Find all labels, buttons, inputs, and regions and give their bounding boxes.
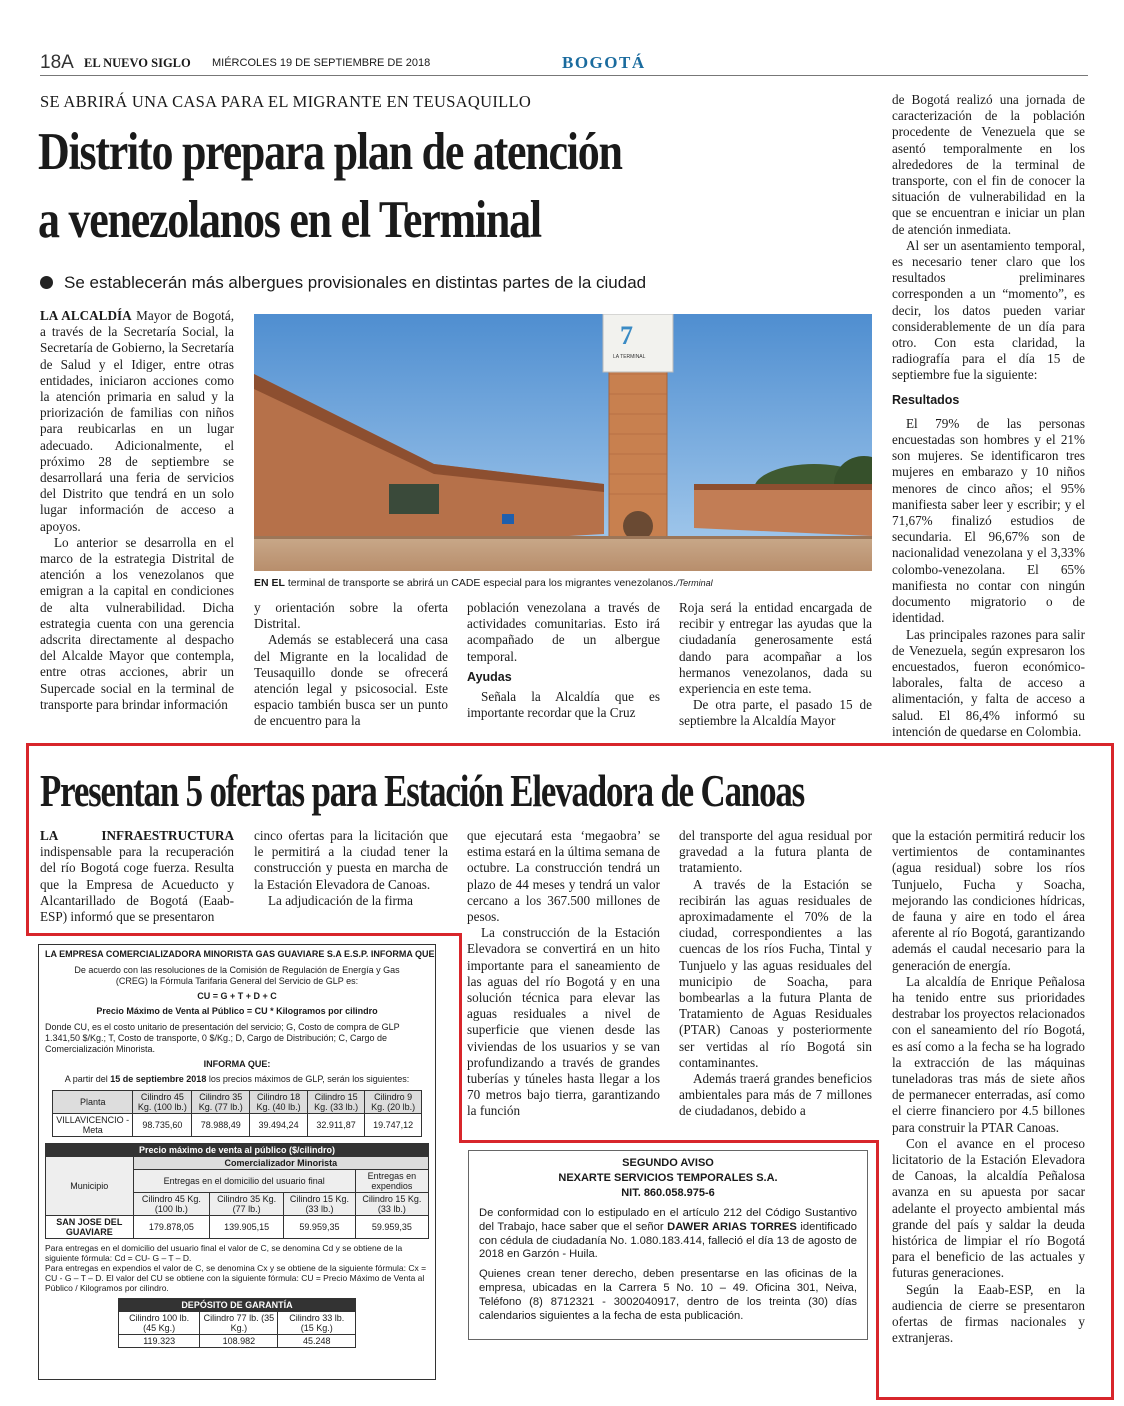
page-header <box>40 52 1090 76</box>
table-header: Cilindro 33 lb. (15 Kg.) <box>278 1312 356 1335</box>
photo-caption <box>254 577 874 589</box>
table-header: Planta <box>53 1091 133 1114</box>
highlight-line <box>876 1140 879 1400</box>
article2-headline: Presentan 5 ofertas para Estación Elevadora de Canoas <box>40 766 805 816</box>
article2-column3 <box>467 828 660 1120</box>
deceased-name: DAWER ARIAS TORRES <box>667 1220 797 1233</box>
table-header: Municipio <box>46 1157 134 1216</box>
from-date-line <box>45 1074 429 1085</box>
highlight-line <box>459 933 462 1143</box>
paragraph: cinco ofertas para la licitación que le permitirá a la ciudad tener la construcción y puesta en marcha de la Estación Elevadora de Canoas. <box>254 828 448 892</box>
table-cell: 98.735,60 <box>133 1114 192 1137</box>
table-header: Cilindro 15 Kg. (33 lb.) <box>307 1091 364 1114</box>
header-rule <box>40 75 1088 76</box>
table-header: Cilindro 35 Kg. (77 lb.) <box>192 1091 250 1114</box>
article1-column5 <box>892 92 1085 740</box>
gas-guaviare-notice <box>38 944 436 1380</box>
table-header: Cilindro 15 Kg. (33 lb.) <box>355 1193 428 1216</box>
table-header: Cilindro 15 Kg. (33 lb.) <box>284 1193 356 1216</box>
table-header: Cilindro 77 lb. (35 Kg.) <box>200 1312 278 1335</box>
notice-intro: De acuerdo con las resoluciones de la Comisión de Regulación de Energía y Gas (CREG) la Fórmula Tarifaria General del Servicio de GLP es: <box>74 965 400 986</box>
article1-column4 <box>679 600 872 730</box>
paragraph: Lo anterior se desarrolla en el marco de la estrategia Distrital de atención a los venezolanos que emigran a la capital en condiciones de alta vulnerabilidad. Dicha estrategia cuenta con una gerencia adscrita directamente al despacho del Alcalde Mayor que contempla, entre otras acciones, abrir un Supercade social en la terminal de transporte para brindar información <box>40 534 234 712</box>
notice-text: identificado con cédula de ciudadanía No. 1.080.183.414, falleció el día 13 de agosto de 2018 en Garzón - Huila. <box>479 1220 857 1261</box>
table-cell: 45.248 <box>278 1335 356 1348</box>
table-cell: 78.988,49 <box>192 1114 250 1137</box>
paragraph: Además traerá grandes beneficios ambientales para más de 7 millones de ciudadanos, debido a <box>679 1071 872 1119</box>
table-header: Cilindro 45 Kg. (100 lb.) <box>133 1193 210 1216</box>
table-row <box>46 1216 429 1239</box>
paragraph: La adjudicación de la firma <box>268 892 413 908</box>
article2-column5 <box>892 828 1085 1347</box>
deposit-table <box>118 1298 356 1348</box>
table-title: Precio máximo de venta al público ($/cilindro) <box>46 1144 429 1157</box>
paragraph: y orientación sobre la oferta Distrital. <box>254 600 448 632</box>
table-cell: 119.323 <box>119 1335 200 1348</box>
from-date-pre: A partir del <box>64 1074 111 1084</box>
table-header: Cilindro 35 Kg. (77 lb.) <box>210 1193 284 1216</box>
table-header: Entregas en expendios <box>355 1170 428 1193</box>
formula1: CU = G + T + D + C <box>197 991 277 1001</box>
article1-column3 <box>467 600 660 721</box>
table-title: DEPÓSITO DE GARANTÍA <box>119 1299 356 1312</box>
caption-text: terminal de transporte se abrirá un CADE especial para los migrantes venezolanos. <box>284 577 676 589</box>
highlight-line <box>459 1140 879 1143</box>
notice-title: LA EMPRESA COMERCIALIZADORA MINORISTA GAS GUAVIARE S.A E.S.P. INFORMA QUE <box>45 949 435 959</box>
plant-price-table <box>52 1090 422 1137</box>
paragraph: La construcción de la Estación Elevadora se convertirá en un hito importante para el saneamiento de las aguas del río Bogotá y en una solución técnica para elevar las aguas residuales a nivel de superficie que vienen desde las viviendas de los usuarios y se van profundizando a través de grandes tuberías y túneles hasta llegar a los 70 metros bajo tierra, garantizando la función <box>467 925 660 1119</box>
paragraph: de Bogotá realizó una jornada de caracterización de la población procedente de Venezuela que se asentó temporalmente en los alrededores de la terminal de transporte, con el fin de conocer la situación de vulnerabilidad en la que se encuentran e iniciar un plan de atención inmediata. <box>892 92 1085 237</box>
article1-column2 <box>254 600 448 730</box>
article1-column1 <box>40 308 234 713</box>
table-cell: SAN JOSE DEL GUAVIARE <box>46 1216 134 1239</box>
highlight-line <box>26 933 462 936</box>
headline-line1: Distrito prepara plan de atención <box>38 123 622 181</box>
table-cell: 39.494,24 <box>250 1114 308 1137</box>
table-cell: 59.959,35 <box>355 1216 428 1239</box>
bullet-icon <box>40 276 53 289</box>
article2-column2 <box>254 828 448 909</box>
page-number: 18A <box>40 52 74 73</box>
table-header: Cilindro 100 lb. (45 Kg.) <box>119 1312 200 1335</box>
svg-text:7: 7 <box>620 321 633 350</box>
notice-title1: SEGUNDO AVISO <box>622 1157 714 1169</box>
paragraph: que ejecutará esta ‘megaobra’ se estima estará en la última semana de octubre. La construcción tendrá un plazo de 44 meses y tendrá un valor cercano a los 367.500 millones de pesos. <box>467 828 660 925</box>
table-cell: 19.747,12 <box>365 1114 422 1137</box>
table-cell: 139.905,15 <box>210 1216 284 1239</box>
from-date-post: los precios máximos de GLP, serán los siguientes: <box>206 1074 410 1084</box>
public-price-table <box>45 1143 429 1239</box>
table-header: Entregas en el domicilio del usuario final <box>133 1170 355 1193</box>
table-header: Comercializador Minorista <box>133 1157 428 1170</box>
highlight-line <box>876 1397 1114 1400</box>
table-header: Cilindro 45 Kg. (100 lb.) <box>133 1091 192 1114</box>
paragraph: Además se establecerá una casa del Migrante en la localidad de Teusaquillo donde se ofrecerá atención legal y psicosocial. Este espacio también busca ser un punto de encuentro para la <box>254 632 448 729</box>
notice-title2: NEXARTE SERVICIOS TEMPORALES S.A. <box>558 1172 778 1184</box>
issue-date: MIÉRCOLES 19 DE SEPTIEMBRE DE 2018 <box>212 57 431 69</box>
tower-sign: LA TERMINAL <box>613 354 646 360</box>
lead-in: LA ALCALDÍA <box>40 308 132 323</box>
paragraph: Al ser un asentamiento temporal, es necesario tener claro que los resultados preliminares corresponden a un “momento”, es decir, los datos pueden variar considerablemente de un día para otro. Con esta claridad, la radiografía para el día 15 de septiembre fue la siguiente: <box>892 237 1085 383</box>
paragraph: Con el avance en el proceso licitatorio de la Estación Elevadora de Canoas, la alcaldía Peñalosa avanza en su apuesta por sacar adelante el proyecto ambiental más grande del país y saldar la deuda histórica de limpiar el río Bogotá para el beneficio de las actuales y futuras generaciones. <box>892 1135 1085 1281</box>
paragraph: Según la Eaab-ESP, en la audiencia de cierre se presentaron ofertas de firmas nacionales y extranjeras. <box>892 1281 1085 1346</box>
table-cell: 32.911,87 <box>307 1114 364 1137</box>
table-row <box>119 1335 356 1348</box>
summary: Se establecerán más albergues provisionales en distintas partes de la ciudad <box>64 273 647 292</box>
paragraph: población venezolana a través de actividades comunitarias. Esto irá acompañado de un albergue temporal. <box>467 600 660 664</box>
table-header: Cilindro 18 Kg. (40 lb.) <box>250 1091 308 1114</box>
notice-paragraph2: Quienes crean tener derecho, deben presentarse en las oficinas de la empresa, ubicadas en la Carrera 5 No. 10 – 49. Oficina 301, Neiva, Teléfono (8) 8712321 - 3002040917, dentro de los treinta (30) días calendarios siguientes a la fecha de esta publicación. <box>479 1268 857 1322</box>
table-cell: VILLAVICENCIO - Meta <box>53 1114 133 1137</box>
table-cell: 59.959,35 <box>284 1216 356 1239</box>
caption-lead: EN EL <box>254 577 285 589</box>
table-cell: 108.982 <box>200 1335 278 1348</box>
paper-name: EL NUEVO SIGLO <box>84 56 191 70</box>
definitions: Donde CU, es el costo unitario de presentación del servicio; G, Costo de compra de GLP 1.341,50 $/Kg.; T, Costo de transporte, 0 $/Kg.; D, Cargo de Distribución; C, Cargo de Comercialización Minorista. <box>45 1022 400 1054</box>
from-date: 15 de septiembre 2018 <box>110 1074 207 1084</box>
table-row <box>53 1114 422 1137</box>
headline-line2: a venezolanos en el Terminal <box>38 191 541 249</box>
formula-notes: Para entregas en el domicilio del usuario final el valor de C, se denomina Cd y se obtiene de la siguiente fórmula: Cd = CU- G – T – D. Para entregas en expendios el valor de C, se denomina Cx y se obtiene de la siguiente fórmula: Cx = CU - G – T – D. El valor del CU se obtiene con la siguiente fórmula: CU = Precio Máximo de Venta al Público / Kilogramos por cilindro. <box>45 1243 427 1293</box>
paragraph: Las principales razones para salir de Venezuela, según expresaron los encuestados, fueron económico-laborales, falta de acceso a alimentación, y falta de acceso a salud. El 86,4% informó su intención de quedarse en Colombia. <box>892 626 1085 739</box>
paragraph: indispensable para la recuperación del río Bogotá coge fuerza. Resulta que la Empresa de Acueducto y Alcantarillado de Bogotá (Eaab-ESP) informó que se presentaron <box>40 844 234 925</box>
subhead: Ayudas <box>467 669 512 684</box>
caption-credit: /Terminal <box>675 578 713 588</box>
lead-in: LA INFRAESTRUCTURA <box>40 828 234 843</box>
terminal-photo <box>254 314 872 571</box>
paragraph: Señala la Alcaldía que es importante recordar que la Cruz <box>467 689 660 721</box>
nexarte-notice <box>468 1150 868 1340</box>
paragraph: De otra parte, el pasado 15 de septiembre la Alcaldía Mayor <box>679 697 872 729</box>
formula2: Precio Máximo de Venta al Público = CU * Kilogramos por cilindro <box>96 1006 378 1016</box>
table-cell: 179.878,05 <box>133 1216 210 1239</box>
notice-text: De conformidad con lo estipulado en el artículo 212 del Código Sustantivo del Trabajo, hace saber que el señor <box>479 1207 857 1233</box>
paragraph: Mayor de Bogotá, a través de la Secretaría Social, la Secretaría de Gobierno, la Secretaría de Salud y el Idiger, entre otras entidades, iniciaron acciones como la atención primaria en salud y la priorización de familias con niños para reubicarlas en un lugar adecuado. Adicionalmente, el próximo 28 de septiembre se desarrollará una feria de servicios del Distrito que tendrá en un solo lugar información de acceso a apoyos. <box>40 308 234 534</box>
article2-column4 <box>679 828 872 1120</box>
informa-heading: INFORMA QUE: <box>203 1059 271 1069</box>
paragraph: El 79% de las personas encuestadas son hombres y el 21% son mujeres. Se identificaron tres mujeres en embarazo y 10 niños menores de cinco años; el 95% manifiesta saber leer y escribir; y el 71,67% finalizó estudios de secundaria. El 96,67% son de nacionalidad venezolana y el 3,33% colombo-venezolana. El 65% manifiesta no contar con ningún documento migratorio o de identidad. <box>892 415 1085 626</box>
paragraph: A través de la Estación se recibirán las aguas residuales de aproximadamente el 70% de la ciudad, correspondientes a las cuencas de los ríos Fucha, Tintal y Tunjuelo y las aguas residuales del municipio de Soacha, para bombearlas a la futura Planta de Tratamiento de Aguas Residuales (PTAR) Canoas y posteriormente ser vertidas al río Bogotá sin contaminantes. <box>679 876 872 1070</box>
paragraph: La alcaldía de Enrique Peñalosa ha tenido entre sus prioridades destrabar los proyectos relacionados con el saneamiento del río Bogotá, es así como a la fecha se ha logrado la extracción de las máquinas tuneladoras tras más de siete años de permanecer enterradas, así como el cierre financiero por 4.5 billones para construir la PTAR Canoas. <box>892 973 1085 1135</box>
article2-column1 <box>40 828 234 925</box>
subhead: Resultados <box>892 392 960 407</box>
notice-nit: NIT. 860.058.975-6 <box>621 1187 715 1199</box>
kicker: SE ABRIRÁ UNA CASA PARA EL MIGRANTE EN TEUSAQUILLO <box>40 92 532 111</box>
paragraph: Roja será la entidad encargada de recibir y entregar las ayudas que la ciudadanía generosamente está dando para acompañar a los hermanos venezolanos, dada su experiencia en este tema. <box>679 600 872 697</box>
paragraph: que la estación permitirá reducir los vertimientos de contaminantes (agua residual) sobre los ríos Tunjuelo, Fucha y Soacha, mejorando las condiciones hídricas, de fauna y aire en todo el área aferente al río Bogotá, garantizando además el caudal necesario para la generación de energía. <box>892 828 1085 973</box>
paragraph: del transporte del agua residual por gravedad a la futura planta de tratamiento. <box>679 828 872 876</box>
notice-paragraph1 <box>479 1207 857 1262</box>
section-name: BOGOTÁ <box>562 53 646 72</box>
highlight-line <box>1111 743 1114 1400</box>
table-header: Cilindro 9 Kg. (20 lb.) <box>365 1091 422 1114</box>
